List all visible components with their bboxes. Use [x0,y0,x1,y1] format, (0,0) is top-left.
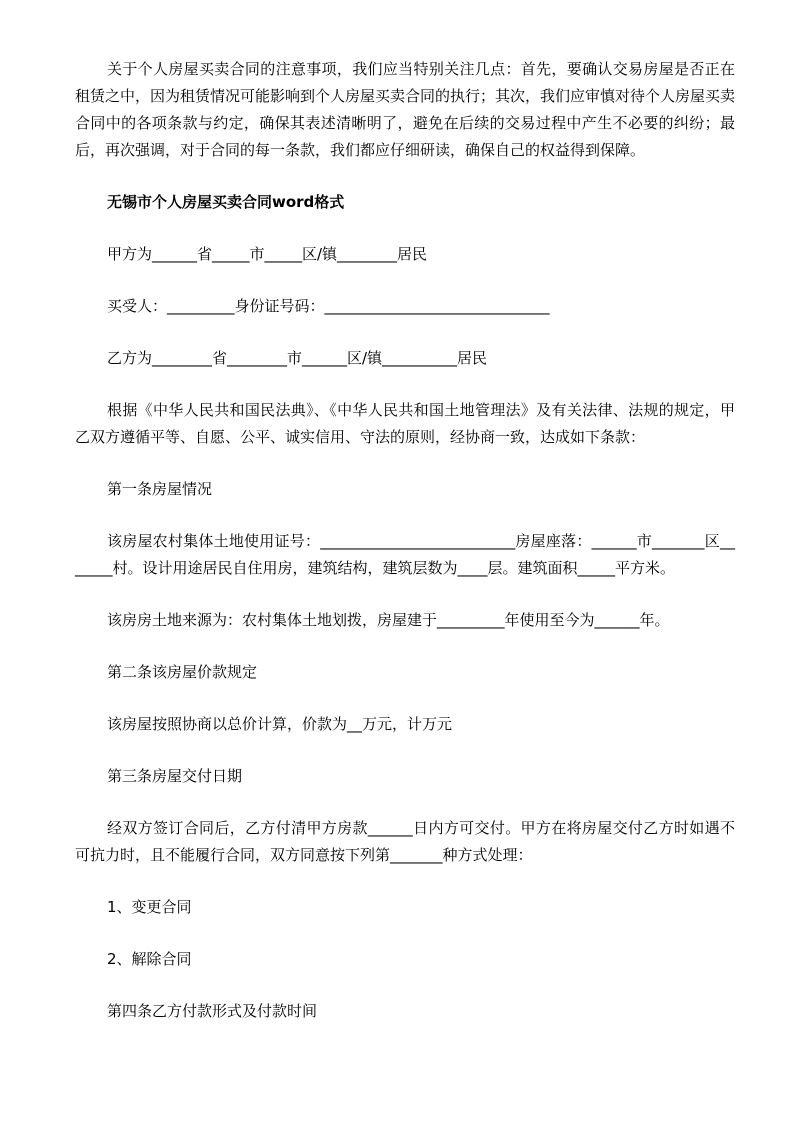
party-a-line: 甲方为______省_____市_____区/镇________居民 [107,245,428,263]
article-2-heading: 第二条该房屋价款规定 [107,663,258,681]
option-1: 1、变更合同 [107,898,192,916]
buyer-line: 买受人：_________身份证号码：______________________________ [107,297,550,315]
legal-basis-paragraph: 根据《中华人民共和国民法典》、《中华人民共和国土地管理法》及有关法律、法规的规定，甲乙双方遵循平等、自愿、公平、诚实信用、守法的原则，经协商一致，达成如下条款： [75,401,735,446]
document-title: 无锡市个人房屋买卖合同word格式 [107,193,345,211]
article-1-heading: 第一条房屋情况 [107,480,213,498]
party-b-line: 乙方为________省________市______区/镇__________居民 [107,349,488,367]
article-4-heading: 第四条乙方付款形式及付款时间 [107,1002,318,1020]
option-2: 2、解除合同 [107,950,192,968]
article-1-land-source: 该房房土地来源为：农村集体土地划拨，房屋建于_________年使用至今为______年。 [107,611,670,629]
article-2-price: 该房屋按照协商以总价计算，价款为__万元，计万元 [107,715,453,733]
article-1-house-info: 该房屋农村集体土地使用证号：__________________________房屋座落：______市_______区_______村。设计用途居民自住用房，建筑结构，建筑层数为____层。建筑面积_____平方米。 [75,532,735,577]
intro-paragraph: 关于个人房屋买卖合同的注意事项，我们应当特别关注几点：首先，要确认交易房屋是否正在租赁之中，因为租赁情况可能影响到个人房屋买卖合同的执行；其次，我们应审慎对待个人房屋买卖合同中的各项条款与约定，确保其表述清晰明了，避免在后续的交易过程中产生不必要的纠纷；最后，再次强调，对于合同的每一条款，我们都应仔细研读，确保自己的权益得到保障。 [75,60,736,159]
article-3-heading: 第三条房屋交付日期 [107,767,243,785]
document-page [75,56,735,1025]
article-3-delivery: 经双方签订合同后，乙方付清甲方房款______日内方可交付。甲方在将房屋交付乙方时如遇不可抗力时，且不能履行合同，双方同意按下列第_______种方式处理： [75,819,735,864]
